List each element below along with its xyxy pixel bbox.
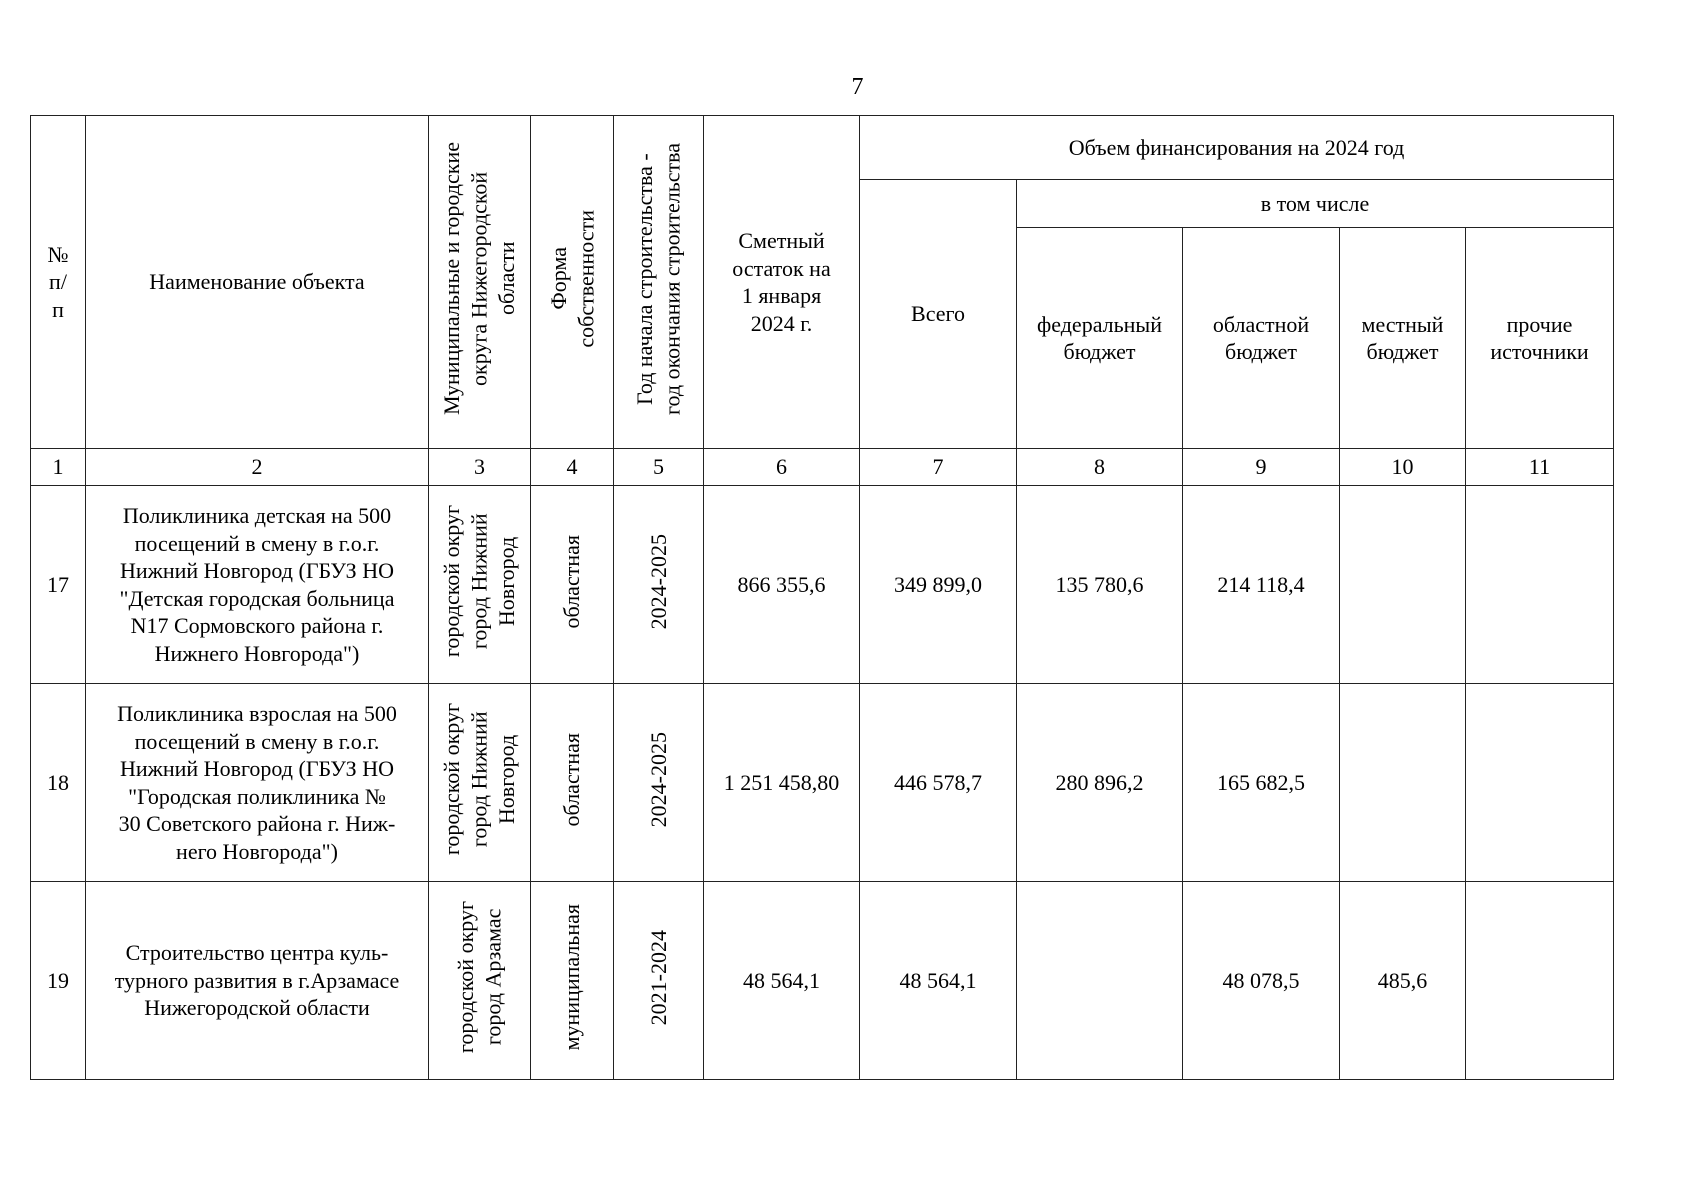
column-number: 11: [1466, 449, 1614, 486]
municipality: городской округ город Нижний Новгород: [429, 486, 531, 684]
construction-years: 2024-2025: [614, 684, 704, 882]
page-number: 7: [851, 74, 864, 100]
regional-budget: 165 682,5: [1183, 684, 1340, 882]
column-number: 4: [531, 449, 614, 486]
ownership: областная: [531, 486, 614, 684]
regional-budget: 48 078,5: [1183, 882, 1340, 1080]
financing-table: [30, 115, 1614, 1080]
header-municipality: Муниципальные и городские округа Нижегородской области: [429, 116, 531, 449]
estimate-balance: 866 355,6: [704, 486, 860, 684]
construction-years: 2024-2025: [614, 486, 704, 684]
other-sources: [1466, 486, 1614, 684]
column-number: 8: [1017, 449, 1183, 486]
local-budget: [1340, 684, 1466, 882]
object-name: Поликлиника детская на 500 посещений в смену в г.о.г. Нижний Новгород (ГБУЗ НО "Детская городская больница N17 Сормовского района г. Нижнего Новгорода"): [86, 486, 429, 684]
row-number: 19: [31, 882, 86, 1080]
total-amount: 446 578,7: [860, 684, 1017, 882]
ownership: муниципальная: [531, 882, 614, 1080]
local-budget: 485,6: [1340, 882, 1466, 1080]
column-number-row: [31, 449, 1614, 486]
header-ownership: Форма собственности: [531, 116, 614, 449]
local-budget: [1340, 486, 1466, 684]
regional-budget: 214 118,4: [1183, 486, 1340, 684]
header-financing: Объем финансирования на 2024 год: [860, 116, 1614, 180]
column-number: 5: [614, 449, 704, 486]
object-name: Поликлиника взрослая на 500 посещений в смену в г.о.г. Нижний Новгород (ГБУЗ НО "Городская поликлиника № 30 Советского района г. Ниж- него Новгорода"): [86, 684, 429, 882]
total-amount: 349 899,0: [860, 486, 1017, 684]
header-years: Год начала строительства - год окончания строительства: [614, 116, 704, 449]
header-local: местный бюджет: [1340, 228, 1466, 449]
estimate-balance: 48 564,1: [704, 882, 860, 1080]
header-num: № п/ п: [31, 116, 86, 449]
table-row: [31, 684, 1614, 882]
federal-budget: 280 896,2: [1017, 684, 1183, 882]
column-number: 9: [1183, 449, 1340, 486]
table-row: [31, 486, 1614, 684]
row-number: 17: [31, 486, 86, 684]
column-number: 6: [704, 449, 860, 486]
column-number: 1: [31, 449, 86, 486]
column-number: 3: [429, 449, 531, 486]
other-sources: [1466, 882, 1614, 1080]
column-number: 10: [1340, 449, 1466, 486]
municipality: городской округ город Нижний Новгород: [429, 684, 531, 882]
municipality: городской округ город Арзамас: [429, 882, 531, 1080]
header-other: прочие источники: [1466, 228, 1614, 449]
ownership: областная: [531, 684, 614, 882]
object-name: Строительство центра куль- турного развития в г.Арзамасе Нижегородской области: [86, 882, 429, 1080]
other-sources: [1466, 684, 1614, 882]
header-federal: федеральный бюджет: [1017, 228, 1183, 449]
table-row: [31, 882, 1614, 1080]
header-total: Всего: [860, 180, 1017, 449]
header-estimate: Сметный остаток на 1 января 2024 г.: [704, 116, 860, 449]
estimate-balance: 1 251 458,80: [704, 684, 860, 882]
federal-budget: [1017, 882, 1183, 1080]
total-amount: 48 564,1: [860, 882, 1017, 1080]
column-number: 7: [860, 449, 1017, 486]
header-object-name: Наименование объекта: [86, 116, 429, 449]
construction-years: 2021-2024: [614, 882, 704, 1080]
row-number: 18: [31, 684, 86, 882]
header-including: в том числе: [1017, 180, 1614, 228]
column-number: 2: [86, 449, 429, 486]
header-regional: областной бюджет: [1183, 228, 1340, 449]
federal-budget: 135 780,6: [1017, 486, 1183, 684]
